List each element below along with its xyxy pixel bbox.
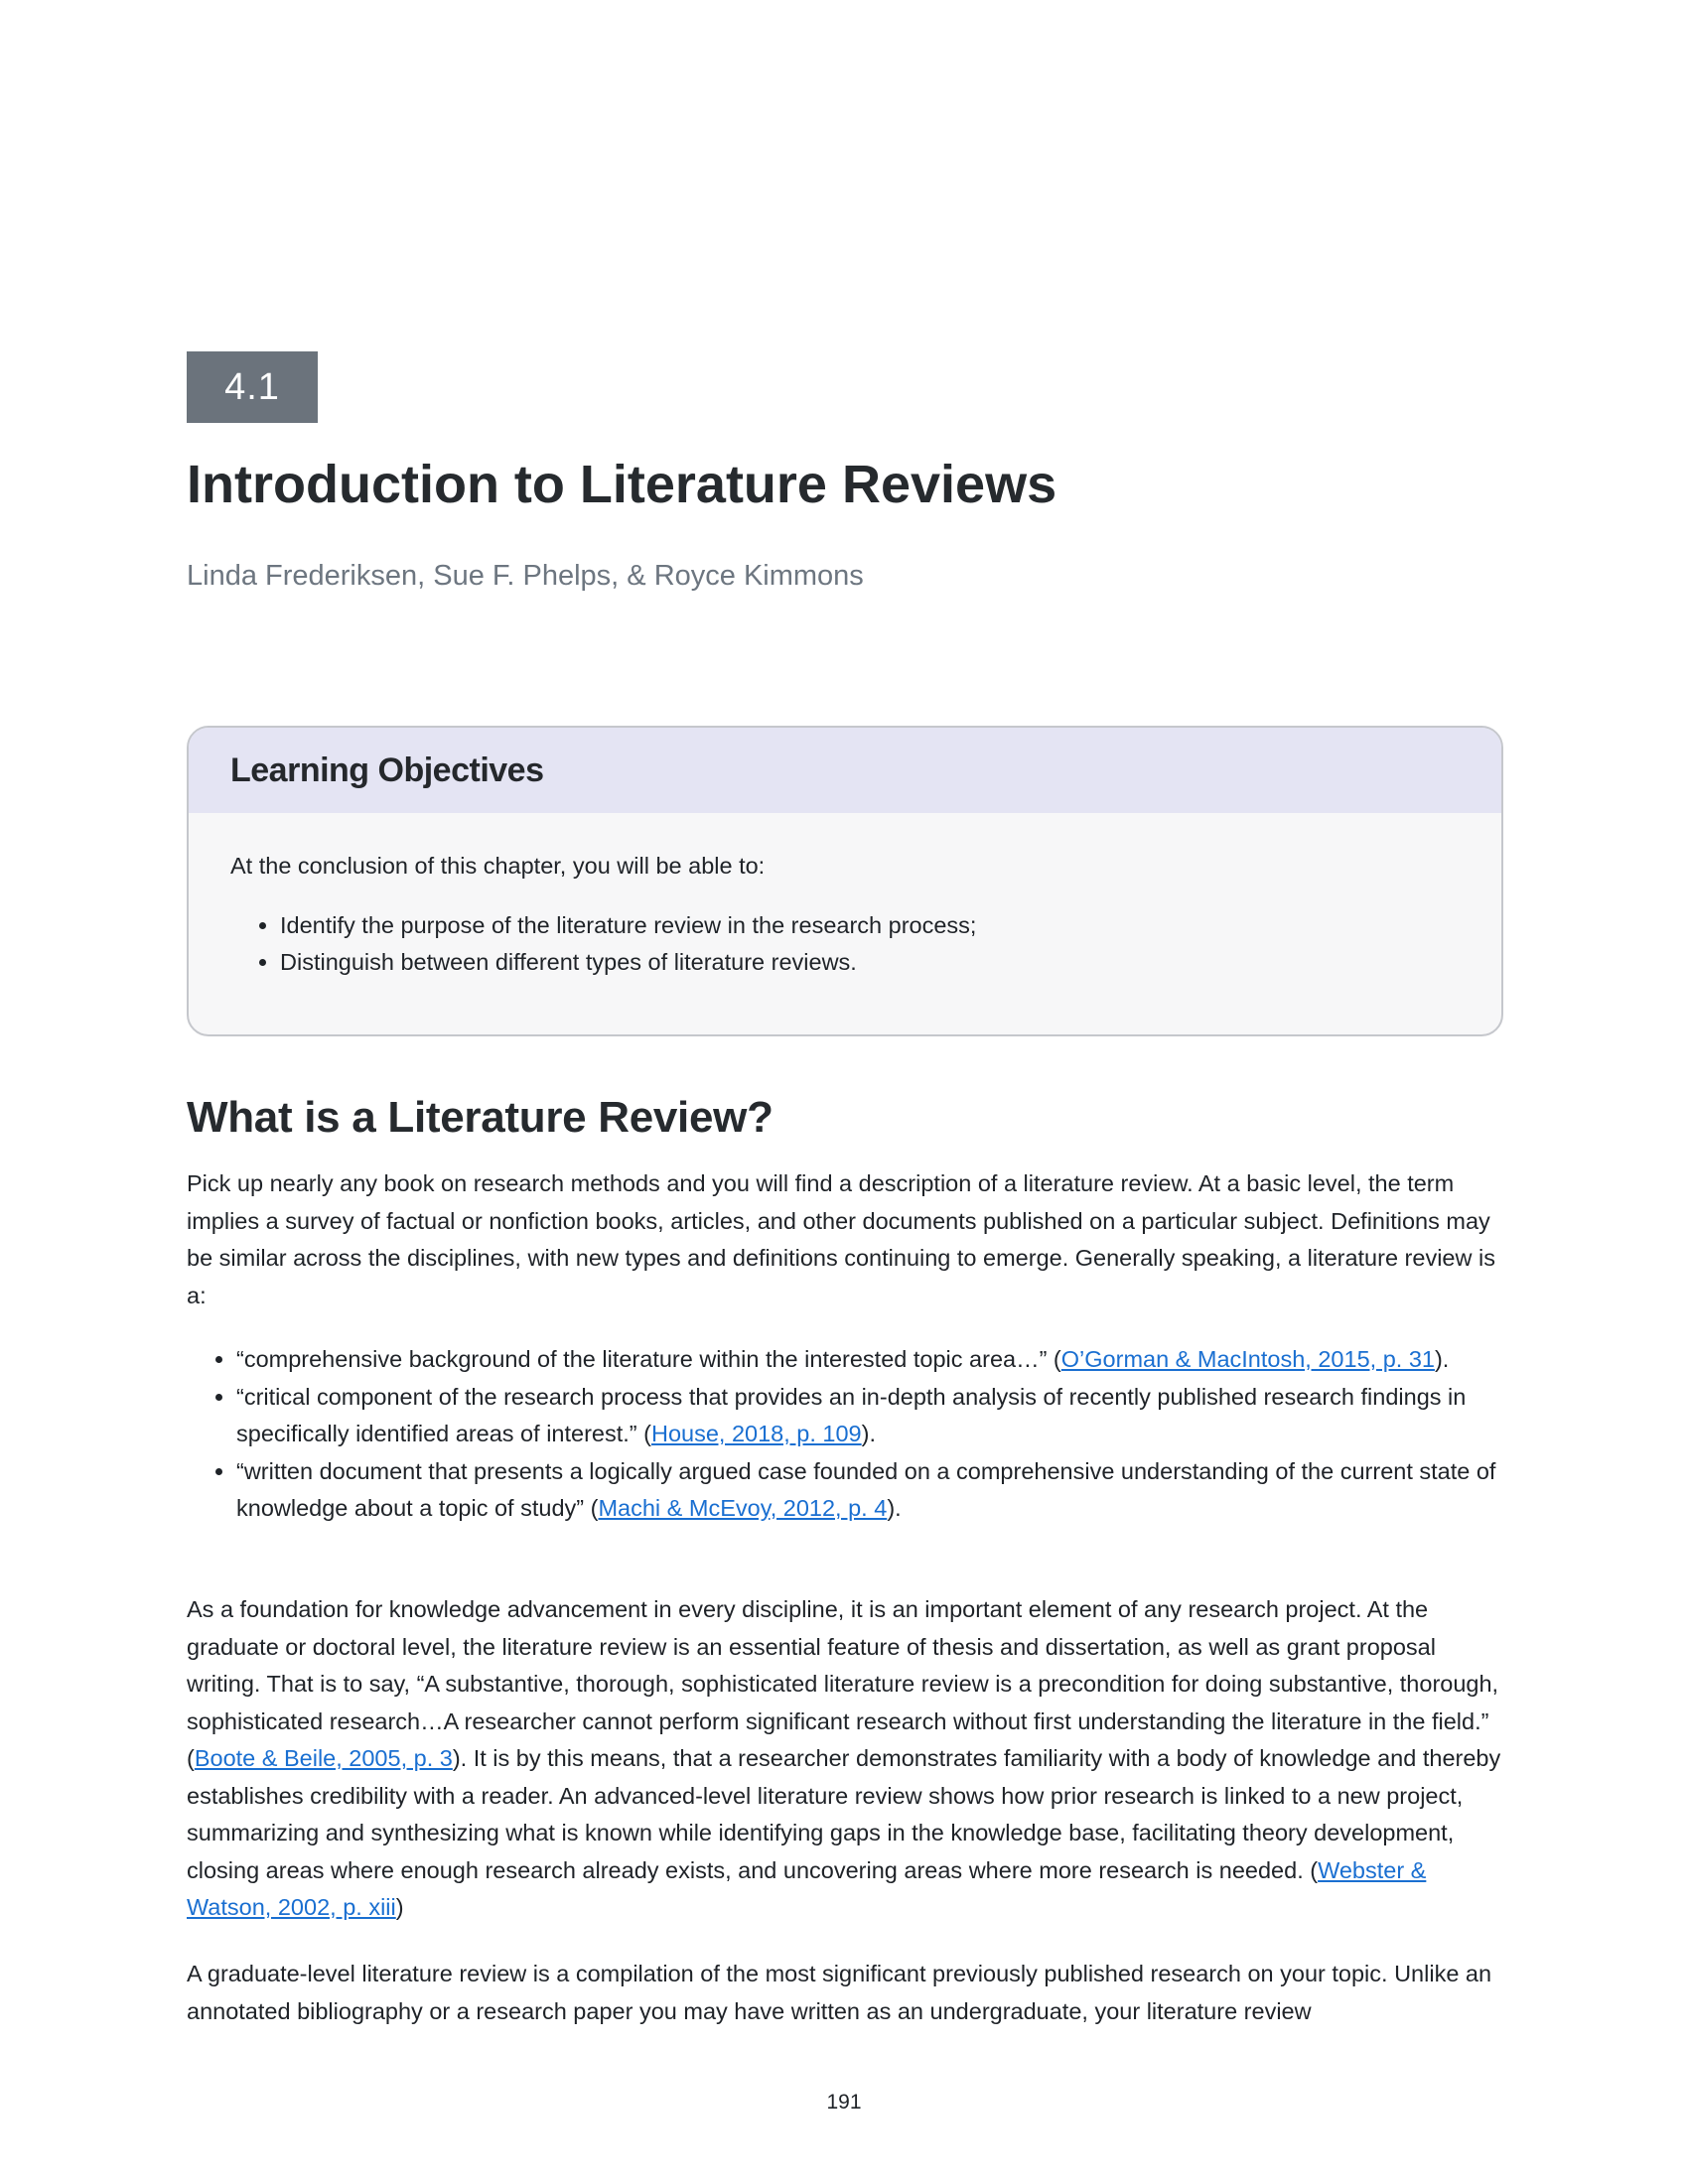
chapter-number-badge: 4.1 (187, 351, 318, 423)
paragraph-text: ) (395, 1894, 404, 1920)
learning-objectives-heading: Learning Objectives (230, 751, 544, 789)
paragraph-intro: Pick up nearly any book on research methods and you will find a description of a literature review. At a basic level, the term implies a survey of factual or nonfiction books, articles, and other documents published on a particular subject. Definitions may be similar across the disciplines, with new types and definitions continuing to emerge. Generally speaking, a literature review is a: (187, 1170, 1495, 1308)
quote-close: ). (887, 1495, 902, 1521)
definition-quote-item (236, 1379, 1503, 1453)
quote-text: “written document that presents a logically argued case founded on a comprehensive understanding of the current state of knowledge about a topic of study” ( (236, 1457, 1496, 1521)
learning-objectives-box (187, 726, 1503, 1036)
citation-link[interactable]: Machi & McEvoy, 2012, p. 4 (598, 1495, 888, 1521)
definition-quote-list (187, 1341, 1503, 1528)
page-number: 191 (826, 2091, 862, 2114)
chapter-title: Introduction to Literature Reviews (187, 455, 1057, 514)
quote-close: ). (861, 1421, 876, 1446)
learning-objectives-intro: At the conclusion of this chapter, you will be able to: (230, 853, 766, 879)
paragraph-foundation (187, 1591, 1503, 1927)
section-heading: What is a Literature Review? (187, 1093, 774, 1142)
citation-link[interactable]: House, 2018, p. 109 (650, 1421, 862, 1446)
learning-objectives-list (230, 907, 1460, 981)
learning-objectives-header (189, 728, 1501, 813)
learning-objectives-body (189, 813, 1501, 981)
citation-link[interactable]: O’Gorman & MacIntosh, 2015, p. 31 (1060, 1346, 1435, 1372)
learning-objective-item: • Identify the purpose of the literature review in the research process; (280, 907, 1460, 944)
citation-link[interactable]: Webster & Watson, 2002, p. xiii (187, 1856, 1427, 1920)
quote-close: ). (1434, 1346, 1450, 1372)
paragraph-text: ). It is by this means, that a researcher demonstrates familiarity with a body of knowledge and thereby establishes credibility with a reader. An advanced-level literature review shows how prior research is linked to a new project, summarizing and synthesizing what is known while identifying gaps in the knowledge base, facilitating theory development, closing areas where enough research already exists, and uncovering areas where more research is needed. ( (187, 1745, 1501, 1883)
definition-quote-item (236, 1453, 1503, 1528)
quote-text: “critical component of the research process that provides an in-depth analysis of recently published research findings in specifically identified areas of interest.” ( (236, 1383, 1467, 1446)
definition-quote-item (236, 1341, 1503, 1379)
learning-objective-item: • Distinguish between different types of literature reviews. (280, 944, 1460, 981)
paragraph-graduate-review: A graduate-level literature review is a compilation of the most significant previously published research on your topic. Unlike an annotated bibliography or a research paper you may have written as an undergraduate, your literature review (187, 1961, 1492, 2024)
quote-text: “comprehensive background of the literature within the interested topic area…” ( (236, 1346, 1061, 1372)
chapter-authors: Linda Frederiksen, Sue F. Phelps, & Royce Kimmons (187, 560, 864, 592)
citation-link[interactable]: Boote & Beile, 2005, p. 3 (194, 1745, 453, 1771)
paragraph-text: As a foundation for knowledge advancement in every discipline, it is an important element of any research project. At the graduate or doctoral level, the literature review is an essential feature of thesis and dissertation, as well as grant proposal writing. That is to say, “A substantive, thorough, sophisticated literature review is a precondition for doing substantive, thorough, sophisticated research…A researcher cannot perform significant research without first understanding the literature in the field.” ( (187, 1596, 1499, 1771)
